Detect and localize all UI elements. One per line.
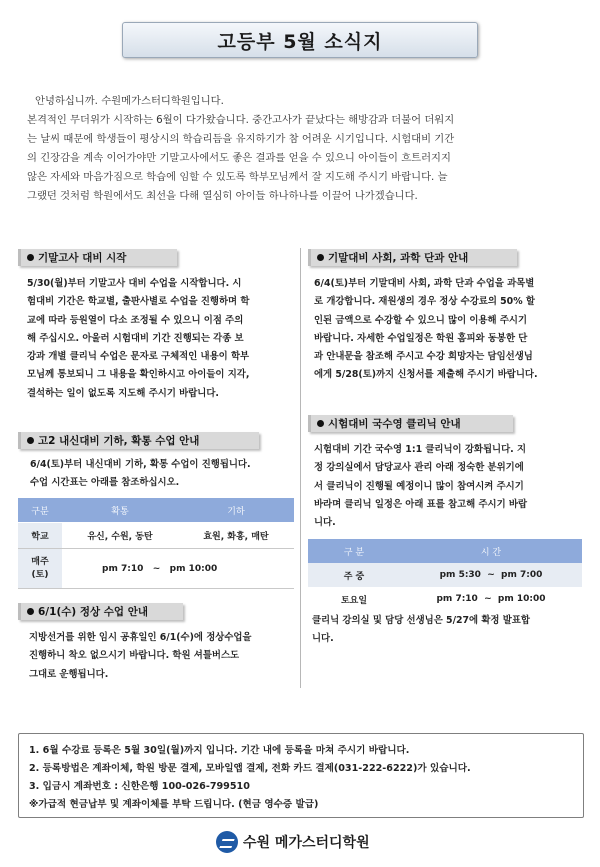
table-cell: pm 5:30 ~ pm 7:00 [400,563,582,587]
table-cell: pm 7:10 ~ pm 10:00 [436,594,546,604]
text-line: 5/30(월)부터 기말고사 대비 수업을 시작합니다. 시 [27,278,242,289]
bullet-icon [317,254,324,261]
page-title: 고등부 5월 소식지 [217,30,383,53]
text-line: 지방선거를 위한 임시 공휴일인 6/1(수)에 정상수업을 [29,632,252,643]
intro-line: 는 날씨 때문에 학생들이 평상시의 학습리듬을 유지하기가 참 어려운 시기입니다. 시험대비 기간 [27,133,455,145]
text-line: 그대로 운행됩니다. [29,668,109,680]
megastudy-logo-icon [216,831,238,853]
bullet-icon [27,608,34,615]
table-header: 기하 [178,498,294,523]
final-exam-text [27,275,295,403]
table-cell: 학교 [18,523,62,549]
newsletter-title-box [122,22,478,58]
text-line: 정 강의실에서 담당교사 관리 아래 정숙한 분위기에 [314,462,524,474]
payment-notice-box [18,733,584,818]
bullet-icon [27,437,34,444]
text-line: 바랍니다. 자세한 수업일정은 학원 홈피와 동봉한 단 [314,332,528,344]
text-line: 해 주십시오. 아울러 시험대비 기간 진행되는 각종 보 [27,332,244,344]
intro-line: 안녕하십니까. 수원메가스터디학원입니다. [35,95,224,107]
table-cell: pm 7:10 ~ pm 10:00 [62,549,294,589]
table-header: 확통 [62,498,178,523]
notice-line: 2. 등록방법은 계좌이체, 학원 방문 결제, 모바일앱 결제, 전화 카드 결제(031-222-6222)가 있습니다. [29,763,471,774]
june1-text [29,629,297,684]
text-line: 클리닉 강의실 및 담당 선생님은 5/27에 확정 발표합 [312,615,530,626]
clinic-schedule-table [308,539,582,611]
notice-line: 1. 6월 수강료 등록은 5월 30일(월)까지 입니다. 기간 내에 등록을 마쳐 주시기 바랍니다. [29,745,410,756]
text-line: 시험대비 기간 국수영 1:1 클리닉이 강화됩니다. 지 [314,444,527,455]
intro-line: 의 긴장감을 계속 이어가야만 기말고사에서도 좋은 결과를 얻을 수 있으니 아이들이 흐트러지지 [27,152,451,164]
table-cell: 토요일 [340,595,368,606]
text-line: 로 개강합니다. 재원생의 경우 정상 수강료의 50% 할 [314,296,535,308]
text-line: 니다. [312,633,334,645]
text-line: 험대비 기간은 학교별, 출판사별로 수업을 진행하며 학 [27,296,250,308]
intro-text [27,92,575,206]
table-cell: 효원, 화홍, 매탄 [178,523,294,549]
clinic-note [312,612,590,649]
intro-line: 본격적인 무더위가 시작하는 6월이 다가왔습니다. 중간고사가 끝났다는 해방감과 더불어 더워지 [27,114,455,126]
section-heading-june1: 6/1(수) 정상 수업 안내 [18,603,183,620]
academy-logo [216,829,370,855]
text-line: 니다. [314,517,336,529]
text-line: 교에 따라 등원열이 다소 조정될 수 있으니 이점 주의 [27,314,244,326]
table-header: 시 간 [400,539,582,563]
text-line: 수업 시간표는 아래를 참조하십시오. [30,477,180,489]
notice-line: ※가급적 현금납부 및 계좌이체를 부탁 드립니다. (현금 영수증 발급) [29,799,319,810]
section-heading-final-exam: 기말고사 대비 시작 [18,249,177,266]
table-cell: 매주 (토) [18,549,62,589]
g2-schedule-table [18,498,294,589]
text-line: 바라며 클리닉 일정은 아래 표를 참고해 주시기 바랍 [314,498,528,510]
text-line: 진행하니 착오 없으시기 바랍니다. 학원 셔틀버스도 [29,650,240,662]
text-line: 모님께 통보되니 그 내용을 확인하시고 아이들이 지각, [27,369,250,381]
text-line: 에게 5/28(토)까지 신청서를 제출해 주시기 바랍니다. [314,369,538,381]
column-divider [300,248,301,688]
g2-class-text [30,456,295,493]
social-science-text [314,275,589,385]
clinic-text [314,441,589,532]
table-cell: 유신, 수원, 동탄 [62,523,178,549]
table-cell: 주 중 [308,563,400,587]
section-heading-clinic: 시험대비 국수영 클리닉 안내 [308,415,513,432]
bullet-icon [317,420,324,427]
text-line: 강과 개별 클리닉 수업은 문자로 구체적인 내용이 학부 [27,351,250,363]
section-heading-g2-class: 고2 내신대비 기하, 확통 수업 안내 [18,432,259,449]
text-line: 서 클리닉이 진행될 예정이니 많이 참여시켜 주시기 [314,480,524,492]
table-header: 구 분 [308,539,400,563]
text-line: 결석하는 일이 없도록 지도해 주시기 바랍니다. [27,387,219,399]
text-line: 인된 금액으로 수강할 수 있으니 많이 이용해 주시기 [314,314,528,326]
intro-line: 그랬던 것처럼 학원에서도 최선을 다해 열심히 아이들 하나하나를 이끌어 나가겠습니다. [27,190,418,202]
text-line: 과 안내문을 참조해 주시고 수강 희망자는 담임선생님 [314,351,533,363]
intro-line: 않은 자세와 마음가짐으로 학습에 임할 수 있도록 학부모님께서 잘 지도해 주시기 바랍니다. 늘 [27,171,448,183]
section-heading-social-science: 기말대비 사회, 과학 단과 안내 [308,249,517,266]
logo-text: 수원 메가스터디학원 [243,835,370,851]
bullet-icon [27,254,34,261]
notice-line: 3. 입금시 계좌번호 : 신한은행 100-026-799510 [29,781,250,792]
text-line: 6/4(토)부터 기말대비 사회, 과학 단과 수업을 과목별 [314,278,535,289]
text-line: 6/4(토)부터 내신대비 기하, 확통 수업이 진행됩니다. [30,459,251,470]
table-header: 구분 [18,498,62,523]
